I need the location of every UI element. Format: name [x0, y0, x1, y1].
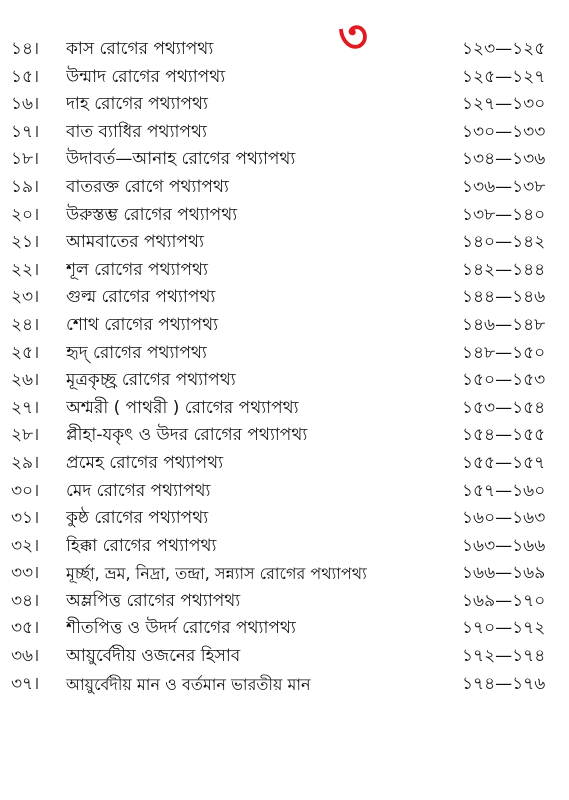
- entry-page-range: ১৫০—১৫৩: [462, 370, 546, 391]
- entry-title: উদাবর্ত—আনাহ রোগের পথ্যাপথ্য: [66, 149, 296, 170]
- entry-number: ১৪।: [11, 39, 40, 59]
- toc-entry: [0, 119, 569, 147]
- entry-page-range: ১৩৪—১৩৬: [462, 149, 546, 170]
- entry-title: অশ্মরী ( পাথরী ) রোগের পথ্যাপথ্য: [66, 397, 299, 418]
- entry-number: ১৫।: [11, 66, 40, 87]
- entry-number: ৩৪।: [11, 590, 40, 611]
- toc-entry: [0, 284, 569, 312]
- entry-page-range: ১৪৬—১৪৮: [462, 314, 546, 335]
- toc-entry: [0, 395, 569, 423]
- entry-title: উরুস্তম্ভ রোগের পথ্যাপথ্য: [66, 204, 238, 225]
- entry-page-range: ১৭২—১৭৪: [462, 646, 546, 667]
- toc-entry: [0, 340, 569, 368]
- entry-number: ২০।: [11, 204, 40, 225]
- toc-entry: [0, 36, 569, 64]
- entry-number: ২৬।: [11, 370, 40, 391]
- entry-page-range: ১৭০—১৭২: [462, 618, 546, 639]
- entry-title: মূত্রকৃচ্ছ্র রোগের পথ্যাপথ্য: [66, 370, 236, 391]
- entry-number: ৩৭।: [11, 673, 40, 694]
- toc-entry: [0, 422, 569, 450]
- entry-number: ২৩।: [11, 287, 40, 308]
- entry-number: ১৯।: [11, 176, 40, 197]
- toc-entry: [0, 671, 569, 699]
- entry-number: ১৭।: [11, 121, 40, 142]
- toc-entry: [0, 505, 569, 533]
- entry-number: ২৭।: [11, 397, 40, 418]
- entry-page-range: ১৫৫—১৫৭: [462, 452, 546, 473]
- entry-number: ২১।: [11, 232, 40, 253]
- entry-number: ৩০।: [11, 480, 40, 501]
- entry-number: ৩৬।: [11, 646, 40, 667]
- entry-page-range: ১২৭—১৩০: [462, 94, 546, 115]
- entry-title: কুষ্ঠ রোগের পথ্যাপথ্য: [66, 508, 209, 529]
- entry-page-range: ১৫৩—১৫৪: [462, 397, 546, 418]
- entry-number: ২৫।: [11, 342, 40, 363]
- entry-title: দাহ রোগের পথ্যাপথ্য: [66, 94, 208, 115]
- entry-number: ২৮।: [11, 425, 40, 446]
- toc-entry: [0, 533, 569, 561]
- entry-title: শূল রোগের পথ্যাপথ্য: [66, 259, 208, 280]
- entry-title: কাস রোগের পথ্যাপথ্য: [66, 39, 214, 59]
- toc-entry: [0, 312, 569, 340]
- entry-title: শীতপিত্ত ও উদর্দ রোগের পথ্যাপথ্য: [66, 618, 296, 639]
- entry-title: গুল্ম রোগের পথ্যাপথ্য: [66, 287, 216, 308]
- entry-title: বাতরক্ত রোগে পথ্যাপথ্য: [66, 176, 229, 197]
- table-of-contents: [0, 36, 569, 698]
- toc-entry: [0, 367, 569, 395]
- entry-title: অম্লপিত্ত রোগের পথ্যাপথ্য: [66, 590, 241, 611]
- entry-page-range: ১৬৯—১৭০: [462, 590, 546, 611]
- entry-number: ৩২।: [11, 535, 40, 556]
- toc-entry: [0, 229, 569, 257]
- toc-entry: [0, 146, 569, 174]
- entry-number: ১৮।: [11, 149, 40, 170]
- entry-number: ২৯।: [11, 452, 40, 473]
- entry-title: উন্মাদ রোগের পথ্যাপথ্য: [66, 66, 226, 87]
- entry-page-range: ১৬৬—১৬৯: [462, 563, 546, 584]
- entry-page-range: ১৬০—১৬৩: [462, 508, 546, 529]
- entry-title: শোথ রোগের পথ্যাপথ্য: [66, 314, 219, 335]
- toc-entry: [0, 560, 569, 588]
- entry-title: হৃদ্ রোগের পথ্যাপথ্য: [66, 342, 207, 363]
- entry-title: প্রমেহ রোগের পথ্যাপথ্য: [66, 452, 224, 473]
- toc-entry: [0, 478, 569, 506]
- entry-title: হিক্কা রোগের পথ্যাপথ্য: [66, 535, 217, 556]
- entry-number: ৩৫।: [11, 618, 40, 639]
- entry-page-range: ১৭৪—১৭৬: [462, 673, 546, 694]
- entry-title: আমবাতের পথ্যাপথ্য: [66, 232, 204, 253]
- entry-page-range: ১৫৭—১৬০: [462, 480, 546, 501]
- entry-title: আয়ুর্বেদীয় ওজনের হিসাব: [66, 646, 241, 667]
- page-number-text: ৩: [338, 14, 368, 58]
- toc-entry: [0, 615, 569, 643]
- entry-number: ২২।: [11, 259, 40, 280]
- entry-title: আয়ুর্বেদীয় মান ও বর্তমান ভারতীয় মান: [66, 674, 311, 694]
- entry-number: ৩৩।: [11, 563, 40, 584]
- entry-page-range: ১৪৮—১৫০: [462, 342, 546, 363]
- entry-page-range: ১৪৪—১৪৬: [462, 287, 546, 308]
- toc-entry: [0, 202, 569, 230]
- entry-title: মেদ রোগের পথ্যাপথ্য: [66, 480, 211, 501]
- entry-page-range: ১৪০—১৪২: [462, 232, 546, 253]
- entry-page-range: ১২৩—১২৫: [462, 39, 546, 59]
- toc-entry: [0, 643, 569, 671]
- entry-page-range: ১৩৬—১৩৮: [462, 176, 546, 197]
- toc-entry: [0, 257, 569, 285]
- entry-page-range: ১৬৩—১৬৬: [462, 535, 546, 556]
- entry-number: ১৬।: [11, 94, 40, 115]
- entry-page-range: ১৫৪—১৫৫: [462, 425, 546, 446]
- toc-entry: [0, 588, 569, 616]
- entry-number: ২৪।: [11, 314, 40, 335]
- toc-entry: [0, 450, 569, 478]
- entry-page-range: ১৩৮—১৪০: [462, 204, 546, 225]
- entry-number: ৩১।: [11, 508, 40, 529]
- entry-title: বাত ব্যাধির পথ্যাপথ্য: [66, 121, 207, 142]
- toc-entry: [0, 174, 569, 202]
- entry-page-range: ১৪২—১৪৪: [462, 259, 546, 280]
- toc-entry: [0, 91, 569, 119]
- entry-title: মূর্চ্ছা, ভ্রম, নিদ্রা, তন্দ্রা, সন্ন্যাস রোগের পথ্যাপথ্য: [66, 564, 367, 584]
- entry-title: প্লীহা-যকৃৎ ও উদর রোগের পথ্যাপথ্য: [66, 425, 308, 446]
- toc-entry: [0, 64, 569, 92]
- entry-page-range: ১২৫—১২৭: [462, 66, 546, 87]
- entry-page-range: ১৩০—১৩৩: [462, 121, 546, 142]
